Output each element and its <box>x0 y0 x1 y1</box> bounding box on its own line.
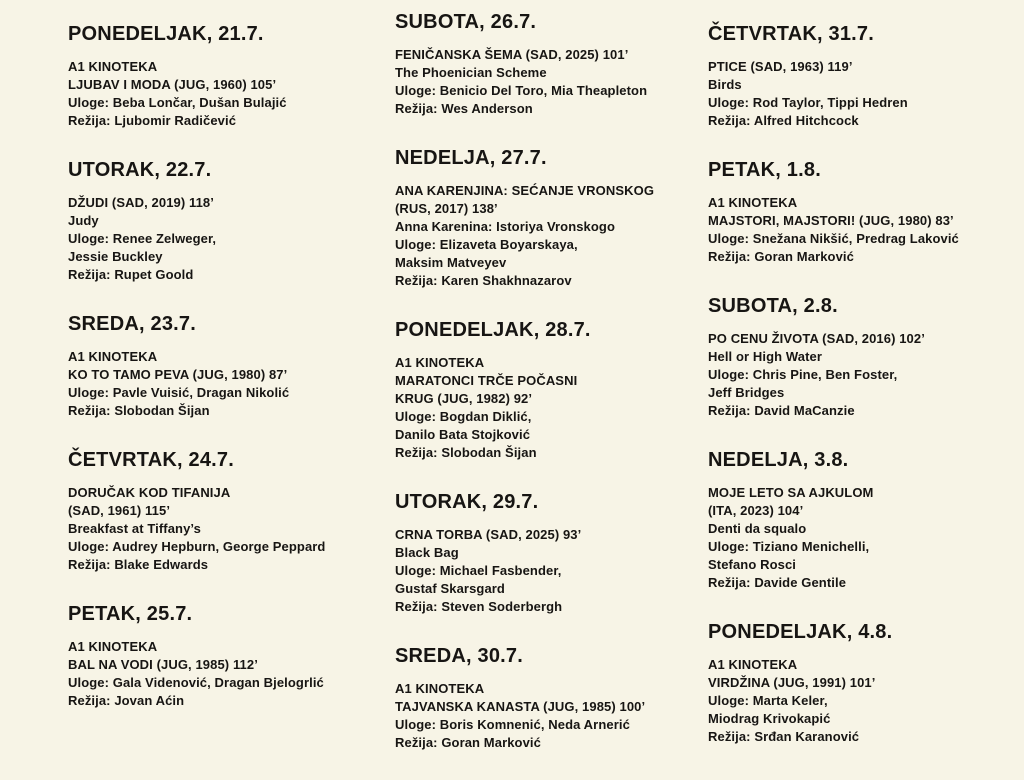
program-line: Uloge: Renee Zelweger, <box>68 231 217 246</box>
program-line: Hell or High Water <box>708 349 822 364</box>
program-line: Maksim Matveyev <box>395 255 507 270</box>
day-heading: ČETVRTAK, 24.7. <box>68 449 234 471</box>
program-entry <box>68 22 383 130</box>
program-entry <box>708 22 1018 130</box>
program-line: Stefano Rosci <box>708 557 796 572</box>
program-line: Uloge: Beba Lončar, Dušan Bulajić <box>68 95 287 110</box>
program-line: Danilo Bata Stojković <box>395 427 531 442</box>
program-line: Uloge: Snežana Nikšić, Predrag Laković <box>708 231 959 246</box>
program-line: Uloge: Tiziano Menichelli, <box>708 539 870 554</box>
program-line: DŽUDI (SAD, 2019) 118’ <box>68 195 214 210</box>
program-line: Jeff Bridges <box>708 385 785 400</box>
program-line: (ITA, 2023) 104’ <box>708 503 804 518</box>
program-line: Anna Karenina: Istoriya Vronskogo <box>395 219 616 234</box>
program-line: Režija: Slobodan Šijan <box>68 403 210 418</box>
day-heading: UTORAK, 22.7. <box>68 159 212 181</box>
program-line: MARATONCI TRČE POČASNI <box>395 373 578 388</box>
program-line: A1 KINOTEKA <box>708 195 798 210</box>
program-line: BAL NA VODI (JUG, 1985) 112’ <box>68 657 258 672</box>
program-line: (SAD, 1961) 115’ <box>68 503 171 518</box>
day-heading: ČETVRTAK, 31.7. <box>708 23 874 45</box>
program-line: A1 KINOTEKA <box>395 681 485 696</box>
program-line: Režija: Wes Anderson <box>395 101 533 116</box>
program-line: CRNA TORBA (SAD, 2025) 93’ <box>395 527 582 542</box>
program-line: Birds <box>708 77 742 92</box>
program-line: PO CENU ŽIVOTA (SAD, 2016) 102’ <box>708 331 925 346</box>
program-line: KRUG (JUG, 1982) 92’ <box>395 391 533 406</box>
program-line: A1 KINOTEKA <box>708 657 798 672</box>
day-heading: PONEDELJAK, 28.7. <box>395 319 591 341</box>
program-line: DORUČAK KOD TIFANIJA <box>68 485 231 500</box>
program-line: Uloge: Pavle Vuisić, Dragan Nikolić <box>68 385 290 400</box>
program-line: KO TO TAMO PEVA (JUG, 1980) 87’ <box>68 367 288 382</box>
program-line: Uloge: Marta Keler, <box>708 693 828 708</box>
program-line: Uloge: Elizaveta Boyarskaya, <box>395 237 578 252</box>
program-entry <box>395 318 708 462</box>
program-line: Jessie Buckley <box>68 249 163 264</box>
day-heading: SREDA, 23.7. <box>68 313 197 335</box>
day-heading: SREDA, 30.7. <box>395 645 524 667</box>
day-heading: PETAK, 25.7. <box>68 603 193 625</box>
program-line: Uloge: Boris Komnenić, Neda Arnerić <box>395 717 630 732</box>
program-entry <box>68 312 383 420</box>
program-line: Režija: Steven Soderbergh <box>395 599 563 614</box>
program-line: Režija: Rupet Goold <box>68 267 194 282</box>
program-line: A1 KINOTEKA <box>395 355 485 370</box>
program-line: Miodrag Krivokapić <box>708 711 831 726</box>
program-entry <box>68 602 383 710</box>
program-line: Black Bag <box>395 545 459 560</box>
program-line: FENIČANSKA ŠEMA (SAD, 2025) 101’ <box>395 47 629 62</box>
program-line: Uloge: Rod Taylor, Tippi Hedren <box>708 95 908 110</box>
program-line: Režija: Goran Marković <box>708 249 854 264</box>
program-line: Režija: David MaCanzie <box>708 403 855 418</box>
day-heading: UTORAK, 29.7. <box>395 491 539 513</box>
program-line: Režija: Ljubomir Radičević <box>68 113 237 128</box>
program-line: Breakfast at Tiffany’s <box>68 521 201 536</box>
program-line: Uloge: Benicio Del Toro, Mia Theapleton <box>395 83 648 98</box>
program-line: Uloge: Chris Pine, Ben Foster, <box>708 367 898 382</box>
program-line: A1 KINOTEKA <box>68 59 158 74</box>
program-line: Režija: Karen Shakhnazarov <box>395 273 572 288</box>
program-line: Režija: Blake Edwards <box>68 557 209 572</box>
program-line: MOJE LETO SA AJKULOM <box>708 485 874 500</box>
program-entry <box>708 448 1018 592</box>
program-line: Uloge: Audrey Hepburn, George Peppard <box>68 539 326 554</box>
program-entry <box>68 158 383 284</box>
program-entry <box>395 490 708 616</box>
program-line: Režija: Jovan Aćin <box>68 693 185 708</box>
program-line: MAJSTORI, MAJSTORI! (JUG, 1980) 83’ <box>708 213 954 228</box>
program-line: LJUBAV I MODA (JUG, 1960) 105’ <box>68 77 277 92</box>
program-entry <box>395 644 708 752</box>
program-line: Režija: Srđan Karanović <box>708 729 860 744</box>
program-line: VIRDŽINA (JUG, 1991) 101’ <box>708 675 876 690</box>
program-line: Režija: Davide Gentile <box>708 575 847 590</box>
program-column-right <box>708 0 1018 774</box>
program-line: Režija: Alfred Hitchcock <box>708 113 859 128</box>
day-heading: PONEDELJAK, 4.8. <box>708 621 893 643</box>
program-line: Režija: Goran Marković <box>395 735 541 750</box>
program-entry <box>68 448 383 574</box>
day-heading: SUBOTA, 26.7. <box>395 11 537 33</box>
program-line: Uloge: Michael Fasbender, <box>395 563 562 578</box>
program-column-middle <box>395 0 708 780</box>
day-heading: NEDELJA, 27.7. <box>395 147 547 169</box>
program-line: ANA KARENJINA: SEĆANJE VRONSKOG <box>395 183 655 198</box>
day-heading: PETAK, 1.8. <box>708 159 821 181</box>
program-line: Judy <box>68 213 99 228</box>
day-heading: SUBOTA, 2.8. <box>708 295 838 317</box>
day-heading: PONEDELJAK, 21.7. <box>68 23 264 45</box>
program-line: Uloge: Gala Videnović, Dragan Bjelogrlić <box>68 675 324 690</box>
program-line: Denti da squalo <box>708 521 807 536</box>
program-entry <box>395 146 708 290</box>
program-entry <box>708 294 1018 420</box>
program-line: PTICE (SAD, 1963) 119’ <box>708 59 853 74</box>
program-line: Gustaf Skarsgard <box>395 581 505 596</box>
program-entry <box>708 158 1018 266</box>
program-entry <box>708 620 1018 746</box>
program-line: Režija: Slobodan Šijan <box>395 445 537 460</box>
program-line: (RUS, 2017) 138’ <box>395 201 498 216</box>
program-line: A1 KINOTEKA <box>68 349 158 364</box>
program-line: TAJVANSKA KANASTA (JUG, 1985) 100’ <box>395 699 646 714</box>
program-line: A1 KINOTEKA <box>68 639 158 654</box>
program-entry <box>395 10 708 118</box>
program-line: Uloge: Bogdan Diklić, <box>395 409 532 424</box>
day-heading: NEDELJA, 3.8. <box>708 449 849 471</box>
program-line: The Phoenician Scheme <box>395 65 547 80</box>
program-column-left <box>68 0 383 738</box>
